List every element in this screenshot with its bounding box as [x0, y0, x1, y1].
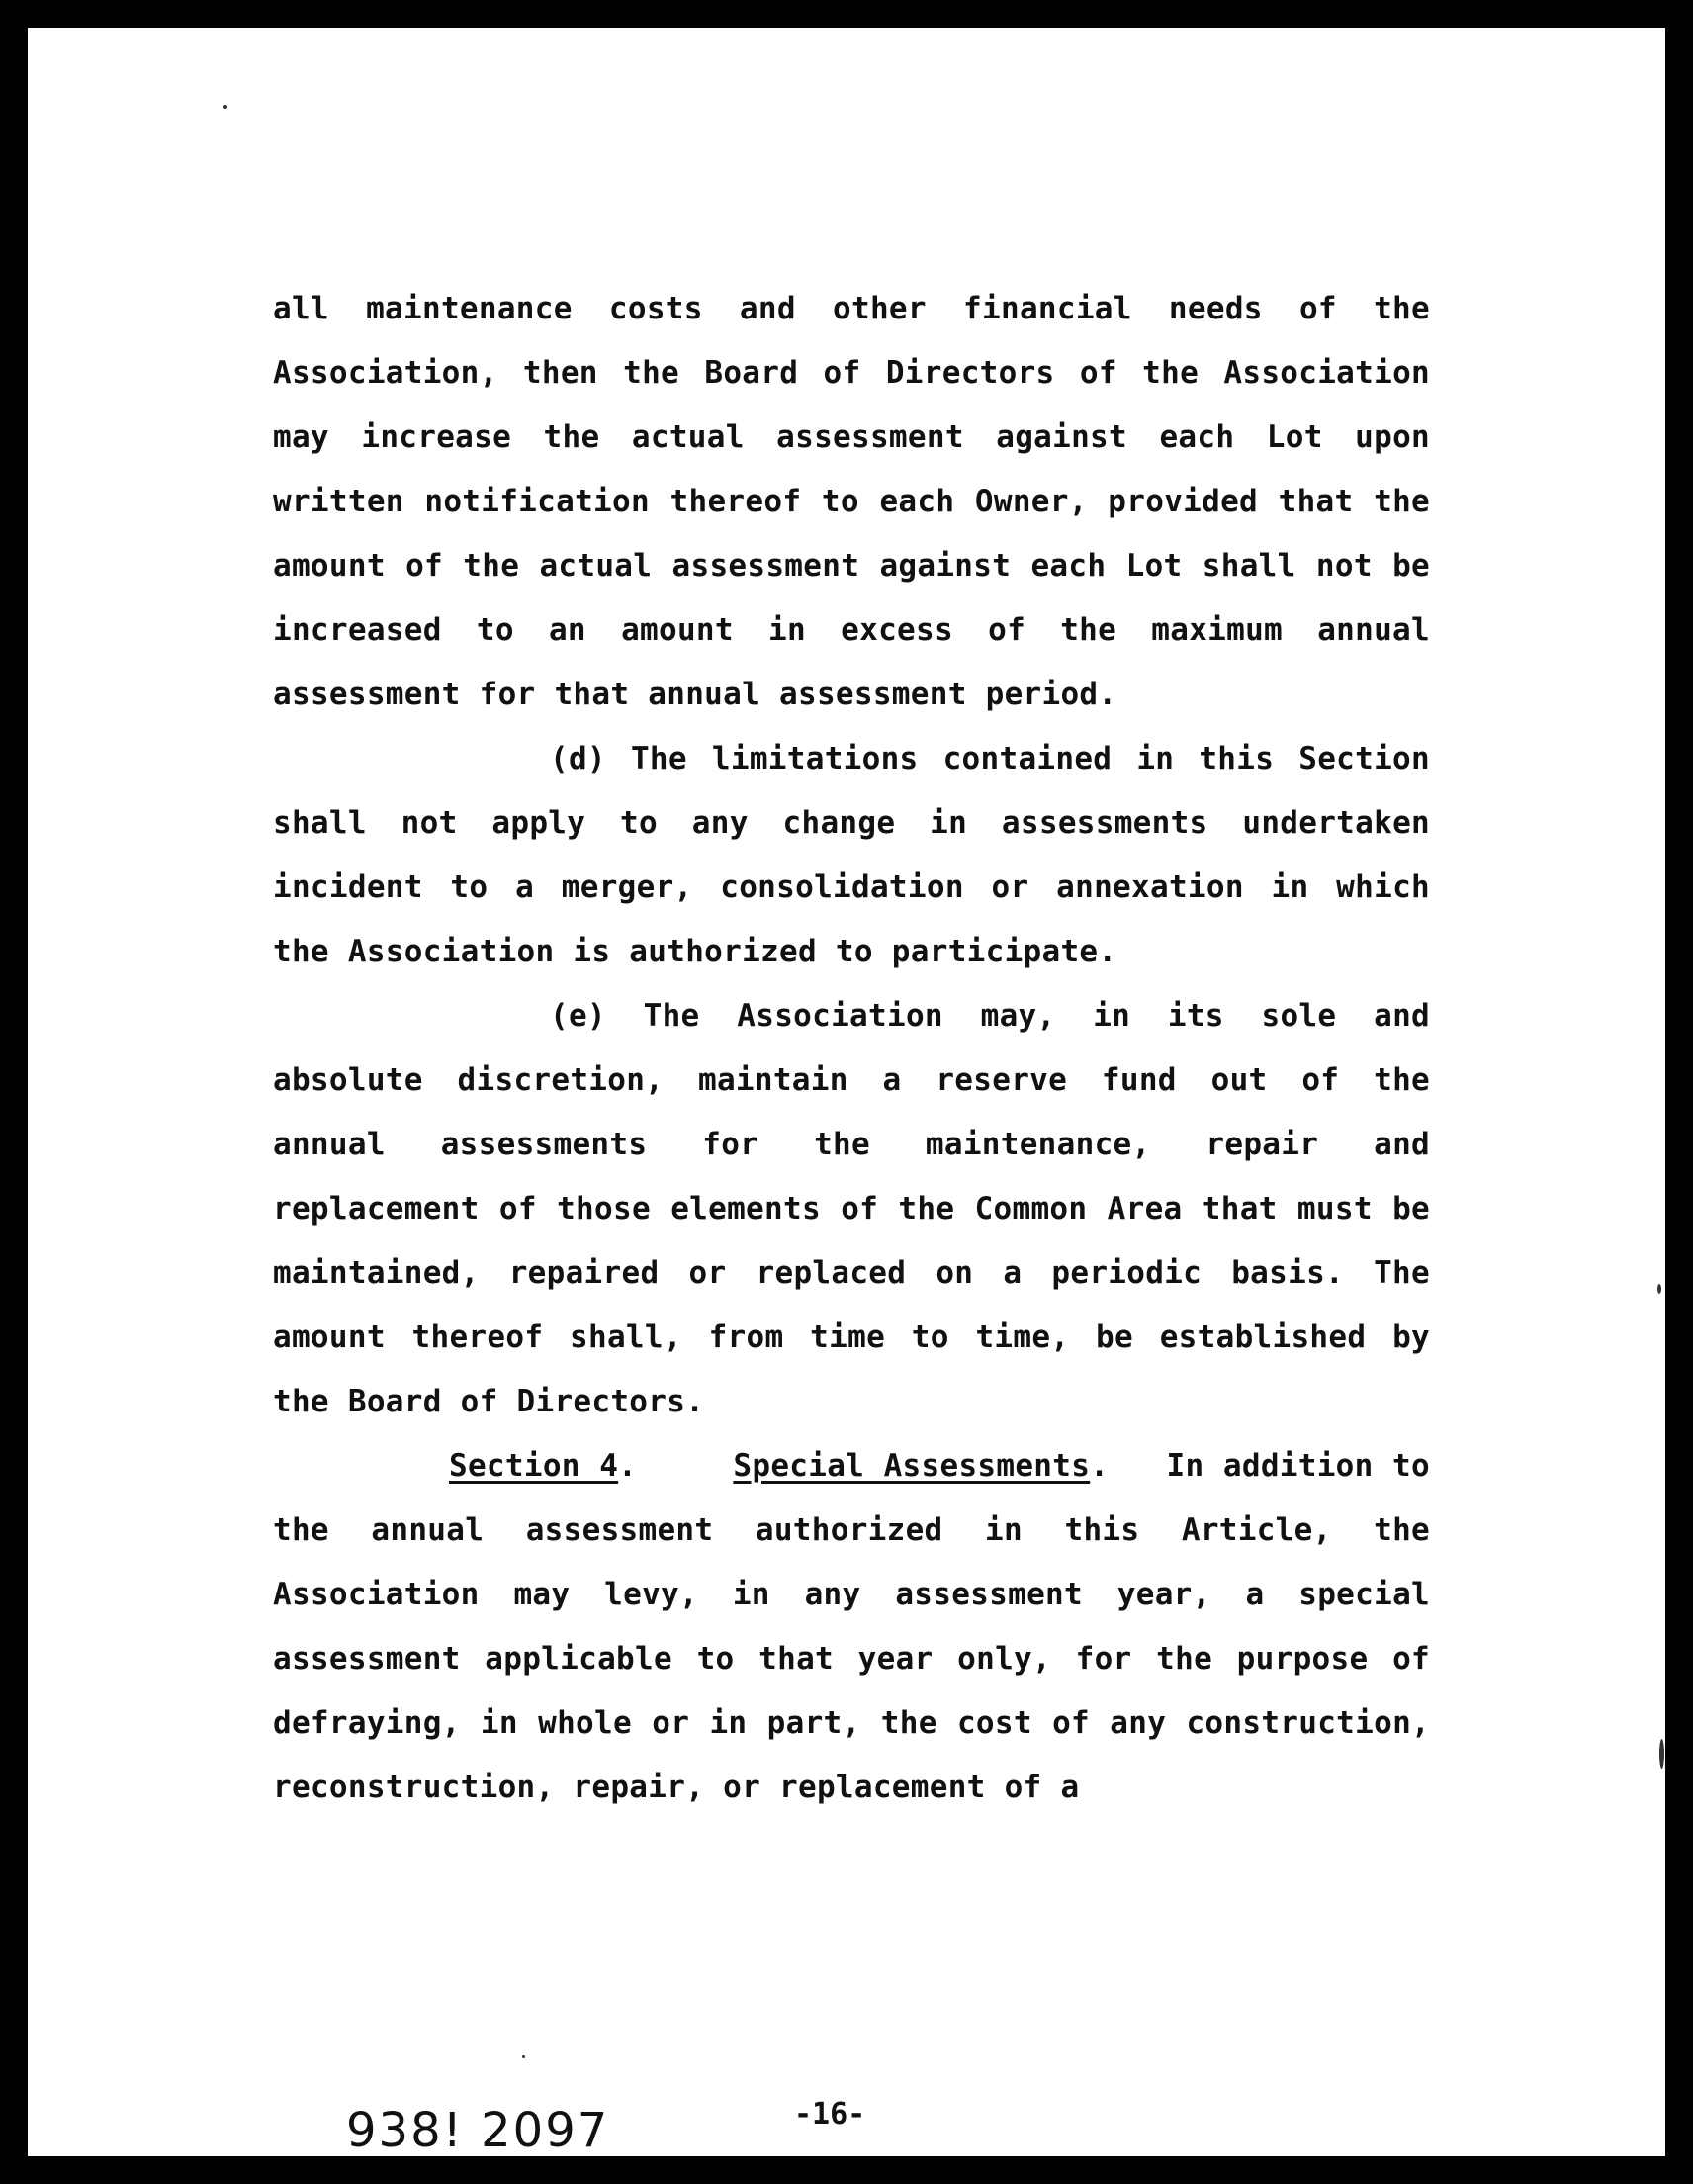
page-number: -16- [794, 2097, 866, 2132]
scan-speck [1659, 1739, 1664, 1769]
document-number: 938! 2097 [346, 2103, 610, 2158]
paragraph-section-4: Section 4. Special Assessments. In addition to the annual assessment authorized in this Article, the Association may levy, in any assessment year, a special assessment applicable to that year only, for the purpose of defraying, in whole or in part, the cost of any construction, reconstruction, repair, or replacement of a [273, 1448, 1430, 1805]
paragraph-subsection-d: (d) The limitations contained in this Section shall not apply to any change in assessments undertaken incident to a merger, consolidation or annexation in which the Association is authorized to participate. [273, 741, 1430, 969]
scan-speck [223, 105, 227, 109]
paragraph-subsection-e: (e) The Association may, in its sole and absolute discretion, maintain a reserve fund out of the annual assessments for the maintenance, repair and replacement of those elements of the Common Area that must be maintained, repaired or replaced on a periodic basis. The amount thereof shall, from time to time, be established by the Board of Directors. [273, 998, 1430, 1419]
document-body [273, 277, 1430, 1820]
scan-speck [1657, 1284, 1661, 1294]
section-4-heading: Section 4 [449, 1448, 619, 1484]
paragraph-continuation: all maintenance costs and other financial needs of the Association, then the Board of Directors of the Association may increase the actual assessment against each Lot upon written notification thereof to each Owner, provided that the amount of the actual assessment against each Lot shall not be increased to an amount in excess of the maximum annual assessment for that annual assessment period. [273, 291, 1430, 712]
scan-speck [522, 2055, 525, 2058]
document-page [28, 28, 1665, 2156]
section-4-body: In addition to the annual assessment authorized in this Article, the Association may levy, in any assessment year, a special assessment applicable to that year only, for the purpose of defraying, in whole or in part, the cost of any construction, reconstruction, repair, or replacement of a [273, 1448, 1430, 1805]
section-4-title: Special Assessments [733, 1448, 1091, 1484]
